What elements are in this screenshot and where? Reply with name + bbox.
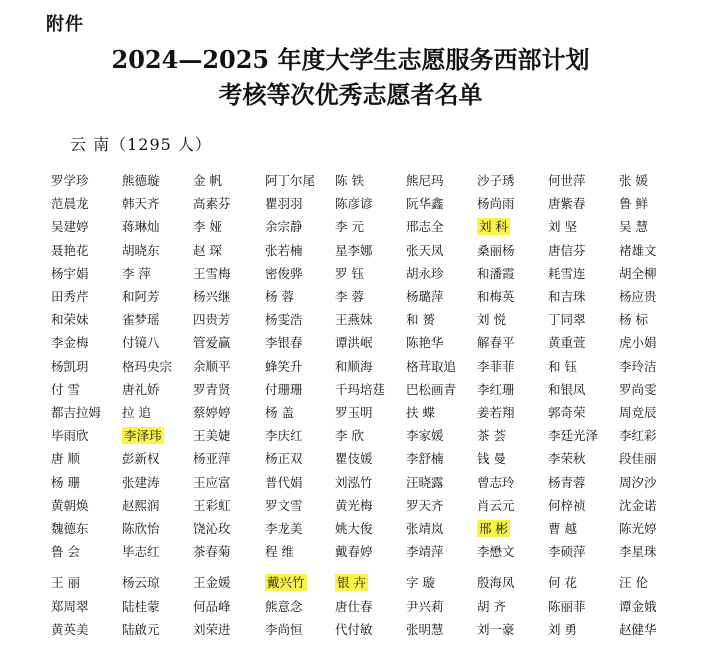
name-entry: 杨凯玥: [51, 358, 89, 374]
name-entry: 陈艳华: [406, 335, 444, 351]
name-entry: 曹 越: [548, 521, 577, 536]
name-entry: 胡全柳: [619, 265, 657, 281]
name-entry: 付 雪: [51, 381, 80, 397]
name-entry: 沈金诺: [619, 497, 657, 513]
name-entry: 普代娟: [265, 474, 303, 490]
name-entry: 蜂笑升: [265, 358, 303, 374]
name-entry: 余宗静: [265, 219, 303, 235]
name-entry: 杨正双: [265, 451, 303, 467]
name-entry: 熊德璇: [122, 173, 160, 188]
name-entry: 李 蓉: [335, 289, 364, 304]
name-entry: 杨亚萍: [193, 451, 231, 467]
name-entry: 周竞辰: [619, 405, 657, 420]
name-entry: 格茸取追: [406, 358, 457, 374]
name-entry: 杨 珊: [51, 474, 80, 490]
name-entry: 黄光梅: [335, 497, 373, 513]
name-entry: 罗青贤: [193, 381, 231, 397]
name-entry: 罗尚雯: [619, 381, 657, 397]
name-entry: 罗 钰: [335, 265, 364, 281]
name-entry: 李银春: [265, 335, 303, 351]
name-entry: 杨尚雨: [477, 196, 515, 212]
name-entry: 何世萍: [548, 173, 586, 188]
name-entry: 黄朝焕: [51, 497, 89, 513]
name-entry: 聂艳花: [51, 242, 89, 258]
name-entry: 茶春菊: [193, 544, 231, 560]
name-entry: 杨 盖: [265, 405, 294, 420]
name-entry: 丁同翠: [548, 312, 586, 328]
name-entry: 黄重萱: [548, 335, 586, 351]
name-entry: 唐信芬: [548, 242, 586, 258]
attachment-label: 附件: [46, 14, 84, 35]
name-entry: 李 欣: [335, 428, 364, 444]
name-entry: 星李娜: [335, 242, 373, 258]
name-entry: 刘泓竹: [335, 474, 373, 490]
name-entry: 陈欣怡: [122, 521, 160, 536]
document-title-line1: 2024—2025 年度大学生志愿服务西部计划: [111, 45, 590, 74]
name-entry: 蒋琳灿: [122, 219, 160, 235]
name-entry: 熊意念: [265, 598, 303, 614]
name-entry: 王美婕: [193, 428, 231, 444]
name-entry: 汪晓露: [406, 474, 444, 490]
name-entry: 解春平: [477, 335, 515, 351]
name-entry: 李靖萍: [406, 544, 444, 560]
name-entry: 杨 蓉: [265, 289, 294, 304]
name-entry: 张明慧: [406, 621, 444, 637]
name-entry: 杨雯浩: [265, 312, 303, 328]
name-entry: 李菲菲: [477, 358, 515, 374]
name-entry: 曾志玲: [477, 474, 515, 490]
name-entry: 彭新权: [122, 451, 160, 467]
name-entry: 姜若翔: [477, 405, 515, 420]
name-entry: 杨璐萍: [406, 289, 444, 304]
name-entry: 吴 慧: [619, 219, 648, 235]
name-entry: 唐 顺: [51, 451, 80, 467]
name-entry: 杨兴继: [193, 289, 231, 304]
name-entry: 鲁 会: [51, 544, 80, 560]
name-entry: 付镜八: [122, 335, 160, 351]
name-entry: 都吉拉姆: [51, 405, 102, 420]
name-entry: 程 维: [265, 544, 294, 560]
name-entry: 郭奇荣: [548, 405, 586, 420]
name-entry: 罗文雪: [265, 497, 303, 513]
name-entry: 王 丽: [51, 575, 80, 591]
name-entry: 和梅英: [477, 289, 515, 304]
name-entry: 李舒楠: [406, 451, 444, 467]
name-entry: 赵健华: [619, 621, 657, 637]
name-entry: 和阿芳: [122, 289, 160, 304]
name-entry: 扶 蝶: [406, 405, 435, 420]
name-entry: 和顺海: [335, 358, 373, 374]
name-entry: 肖云元: [477, 497, 515, 513]
name-entry: 杨宇娟: [51, 265, 89, 281]
name-entry: 姚大俊: [335, 521, 373, 536]
name-entry: 金 帆: [193, 173, 222, 188]
name-entry: 何 花: [548, 575, 577, 591]
name-entry: 桑丽杨: [477, 242, 515, 258]
name-entry: 毕志红: [122, 544, 160, 560]
name-entry: 张靖岚: [406, 521, 444, 536]
name-entry: 唐礼娇: [122, 381, 160, 397]
name-entry: 谭金娥: [619, 598, 657, 614]
name-entry: 田秀芹: [51, 289, 89, 304]
name-entry: 代付敏: [335, 621, 373, 637]
name-entry: 邢志全: [406, 219, 444, 235]
name-entry: 王应富: [193, 474, 231, 490]
name-entry: 张 媛: [619, 173, 648, 188]
name-entry: 茶 荟: [477, 428, 506, 444]
name-entry: 杨青蓉: [548, 474, 586, 490]
name-entry: 千玛培莛: [335, 381, 386, 397]
name-entry: 管爱赢: [193, 335, 231, 351]
name-entry: 周汐沙: [619, 474, 657, 490]
name-entry: 李 萍: [122, 265, 151, 281]
name-entry: 褚雄文: [619, 242, 657, 258]
name-entry: 李泽玮: [124, 428, 162, 444]
name-entry: 和 钰: [548, 358, 577, 374]
name-entry: 张建涛: [122, 474, 160, 490]
name-entry: 李红彩: [619, 428, 657, 444]
name-entry: 毕雨欣: [51, 428, 89, 444]
name-entry: 韩天齐: [122, 196, 160, 212]
name-entry: 王金媛: [193, 575, 231, 591]
name-entry: 赵熙润: [122, 497, 160, 513]
name-entry: 字 璇: [406, 575, 435, 591]
name-entry: 魏德东: [51, 521, 89, 536]
name-entry: 饶沁玫: [193, 521, 231, 536]
name-entry: 和吉珠: [548, 289, 586, 304]
name-entry: 罗玉明: [335, 405, 373, 420]
name-entry: 赵 琛: [193, 242, 222, 258]
name-entry: 胡 齐: [477, 598, 506, 614]
name-entry: 刘 勇: [548, 621, 577, 637]
name-entry: 谭洪岷: [335, 335, 373, 351]
name-entry: 四贵芳: [193, 312, 231, 328]
name-entry: 和银凤: [548, 381, 586, 397]
name-entry: 戴兴竹: [267, 575, 305, 591]
name-entry: 杨 标: [619, 312, 648, 328]
name-entry: 余顺平: [193, 358, 231, 374]
name-entry: 熊尼玛: [406, 173, 444, 188]
name-entry: 陆啟元: [122, 621, 160, 637]
name-entry: 李懋文: [477, 544, 515, 560]
name-entry: 何梓祯: [548, 497, 586, 513]
name-entry: 张天凤: [406, 242, 444, 258]
name-entry: 刘 坚: [548, 219, 577, 235]
region-heading: 云 南（1295 人）: [70, 135, 212, 154]
name-entry: 王燕妹: [335, 312, 373, 328]
name-entry: 唐仕春: [335, 598, 373, 614]
name-entry: 陈光婷: [619, 521, 657, 536]
name-entry: 密俊骅: [265, 265, 303, 281]
name-entry: 刘荣进: [193, 621, 231, 637]
name-entry: 李金梅: [51, 335, 89, 351]
name-entry: 付珊珊: [265, 381, 303, 397]
name-entry: 瞿伎媛: [335, 451, 373, 467]
name-entry: 李廷光泽: [548, 428, 599, 444]
name-entry: 陈丽菲: [548, 598, 586, 614]
name-entry: 李荣秋: [548, 451, 586, 467]
name-entry: 和荣妹: [51, 312, 89, 328]
name-entry: 邢 彬: [479, 521, 508, 536]
name-entry: 巴松画青: [406, 381, 457, 397]
name-entry: 和潘霞: [477, 265, 515, 281]
name-entry: 汪 伦: [619, 575, 648, 591]
name-entry: 杨应贵: [619, 289, 657, 304]
name-entry: 王彩虹: [193, 497, 231, 513]
name-entry: 耗雪连: [548, 265, 586, 281]
name-entry: 和 赟: [406, 312, 435, 328]
name-entry: 胡晓东: [122, 242, 160, 258]
name-entry: 尹兴莉: [406, 598, 444, 614]
name-entry: 段佳丽: [619, 451, 657, 467]
name-entry: 阿丁尔尾: [265, 173, 316, 188]
name-entry: 陈 铁: [335, 173, 364, 188]
name-entry: 张若楠: [265, 242, 303, 258]
name-entry: 钱 曼: [477, 451, 506, 467]
name-entry: 陆桂蒙: [122, 598, 160, 614]
name-entry: 刘一豪: [477, 621, 515, 637]
name-entry: 罗天齐: [406, 497, 444, 513]
name-entry: 陈彦谚: [335, 196, 373, 212]
name-entry: 李庆红: [265, 428, 303, 444]
name-entry: 吴建婷: [51, 219, 89, 235]
name-entry: 高素芬: [193, 196, 231, 212]
name-entry: 李家媛: [406, 428, 444, 444]
name-entry: 阮华鑫: [406, 196, 444, 212]
name-entry: 蔡婷婷: [193, 405, 231, 420]
name-entry: 刘 悦: [477, 312, 506, 328]
name-entry: 瞿羽羽: [265, 196, 303, 212]
name-entry: 唐紫春: [548, 196, 586, 212]
name-entry: 何品峰: [193, 598, 231, 614]
name-entry: 李尚恒: [265, 621, 303, 637]
name-entry: 王雪梅: [193, 265, 231, 281]
name-entry: 李 元: [335, 219, 364, 235]
name-entry: 鲁 鲜: [619, 196, 648, 212]
name-entry: 虎小娟: [619, 335, 657, 351]
name-entry: 郑周翠: [51, 598, 89, 614]
name-entry: 李 娅: [193, 219, 222, 235]
document-title-line2: 考核等次优秀志愿者名单: [218, 80, 483, 109]
name-entry: 拉 追: [122, 405, 151, 420]
name-entry: 雀梦瑶: [122, 312, 160, 328]
name-entry: 罗学珍: [51, 173, 89, 188]
name-entry: 李红珊: [477, 381, 515, 397]
name-entry: 银 卉: [337, 575, 366, 591]
name-entry: 沙子琇: [477, 173, 515, 188]
name-entry: 李龙美: [265, 521, 303, 536]
name-entry: 黄英美: [51, 621, 89, 637]
name-entry: 李硕萍: [548, 544, 586, 560]
name-entry: 刘 科: [479, 219, 508, 235]
name-entry: 胡永珍: [406, 265, 444, 281]
name-entry: 戴春婷: [335, 544, 373, 560]
name-entry: 李星珠: [619, 544, 657, 560]
name-entry: 李玲洁: [619, 358, 657, 374]
name-entry: 杨云琼: [122, 575, 160, 591]
name-entry: 殷海凤: [477, 575, 515, 591]
name-entry: 格玛央宗: [122, 358, 173, 374]
name-entry: 范晨龙: [51, 196, 89, 212]
